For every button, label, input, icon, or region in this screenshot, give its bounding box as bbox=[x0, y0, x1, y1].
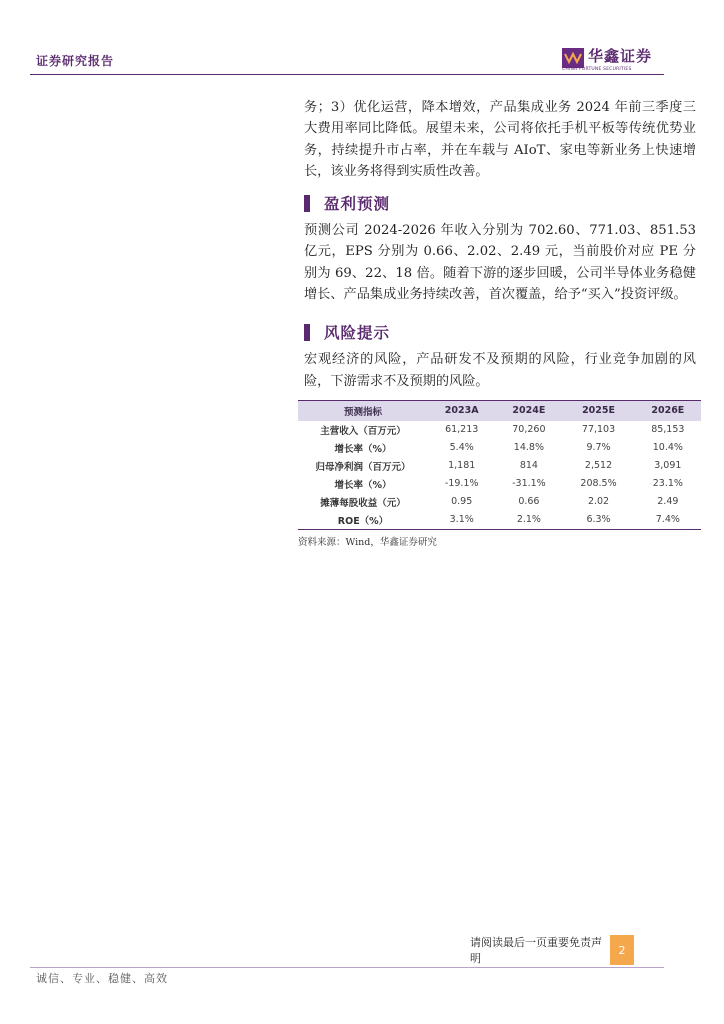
forecast-paragraph: 预测公司 2024-2026 年收入分别为 702.60、771.03、851.53 亿元，EPS 分别为 0.66、2.02、2.49 元，当前股价对应 PE 分别为 69、22、18 倍。随着下游的逐步回暖，公司半导体业务稳健增长、产品集成业务持续改善，首次覆盖，给予“买入”投资评级。 bbox=[304, 223, 696, 303]
table-header-cell: 2023A bbox=[428, 400, 495, 421]
table-cell: 3.1% bbox=[428, 511, 495, 530]
risk-paragraph: 宏观经济的风险，产品研发不及预期的风险，行业竞争加剧的风险，下游需求不及预期的风险。 bbox=[304, 352, 696, 389]
section-marker bbox=[304, 195, 310, 212]
disclaimer-link[interactable]: 请阅读最后一页重要免责声明 bbox=[470, 936, 602, 965]
company-logo bbox=[562, 45, 662, 71]
table-header-cell: 预测指标 bbox=[298, 400, 428, 421]
section-title: 盈利预测 bbox=[324, 195, 391, 214]
table-cell: 2,512 bbox=[584, 460, 613, 472]
table-cell: 10.4% bbox=[652, 442, 683, 454]
intro-paragraph: 务；3）优化运营，降本增效，产品集成业务 2024 年前三季度三大费用率同比降低。展望未来，公司将依托手机平板等传统优势业务，持续提升市占率，并在车载与 AIoT、家电等新业务上快速增长，该业务将得到实质性改善。 bbox=[304, 100, 696, 179]
logo-english-name: CHINA FORTUNE SECURITIES bbox=[562, 67, 632, 72]
forecast-table bbox=[298, 400, 701, 530]
table-cell: 2.1% bbox=[495, 511, 562, 530]
table-cell: 0.66 bbox=[518, 496, 540, 508]
logo-mark-icon bbox=[562, 48, 584, 68]
table-cell: 5.4% bbox=[449, 442, 474, 454]
page-number-badge: 2 bbox=[610, 935, 634, 965]
table-row-label: ROE（%） bbox=[298, 511, 428, 530]
table-cell: 208.5% bbox=[580, 478, 617, 490]
table-cell: 7.4% bbox=[635, 511, 701, 530]
table-header-cell: 2025E bbox=[562, 400, 634, 421]
section-heading-forecast bbox=[304, 190, 696, 216]
logo-chinese-name: 华鑫证券 bbox=[588, 47, 653, 65]
footer-motto: 诚信、专业、稳健、高效 bbox=[36, 972, 168, 985]
table-row-label: 主营收入（百万元） bbox=[320, 425, 406, 437]
report-type-label: 证券研究报告 bbox=[36, 54, 115, 68]
section-title: 风险提示 bbox=[324, 324, 391, 343]
table-cell: 0.95 bbox=[451, 496, 473, 508]
section-heading-risk bbox=[304, 319, 696, 345]
header-divider bbox=[30, 74, 664, 75]
table-cell: 814 bbox=[519, 460, 538, 472]
table-cell: 3,091 bbox=[654, 460, 682, 472]
footer-divider bbox=[30, 967, 664, 968]
table-row-label: 归母净利润（百万元） bbox=[315, 461, 411, 473]
table-row-label: 增长率（%） bbox=[334, 479, 392, 491]
table-header-cell: 2026E bbox=[635, 400, 701, 421]
table-row-label: 增长率（%） bbox=[334, 443, 392, 455]
section-marker bbox=[304, 324, 310, 341]
table-cell: 70,260 bbox=[512, 424, 546, 436]
table-cell: 9.7% bbox=[586, 442, 611, 454]
table-row bbox=[298, 475, 701, 493]
table-header-row bbox=[298, 400, 701, 421]
main-content bbox=[298, 97, 696, 548]
table-row bbox=[298, 421, 701, 439]
table-cell: -19.1% bbox=[444, 478, 479, 490]
table-cell: 85,153 bbox=[651, 424, 685, 436]
table-cell: 61,213 bbox=[445, 424, 479, 436]
table-cell: 1,181 bbox=[448, 460, 476, 472]
table-row bbox=[298, 457, 701, 475]
table-row bbox=[298, 439, 701, 457]
table-cell: 23.1% bbox=[652, 478, 683, 490]
table-cell: 2.02 bbox=[587, 496, 610, 508]
table-cell: 77,103 bbox=[581, 424, 616, 436]
table-header-cell: 2024E bbox=[495, 400, 562, 421]
table-row bbox=[298, 511, 701, 530]
table-row bbox=[298, 493, 701, 511]
table-source-note: 资料来源：Wind，华鑫证券研究 bbox=[298, 536, 437, 548]
table-cell: -31.1% bbox=[512, 478, 546, 490]
table-cell: 14.8% bbox=[513, 442, 544, 454]
table-cell: 2.49 bbox=[657, 496, 679, 508]
table-cell: 6.3% bbox=[562, 511, 634, 530]
table-row-label: 摊薄每股收益（元） bbox=[320, 497, 406, 509]
